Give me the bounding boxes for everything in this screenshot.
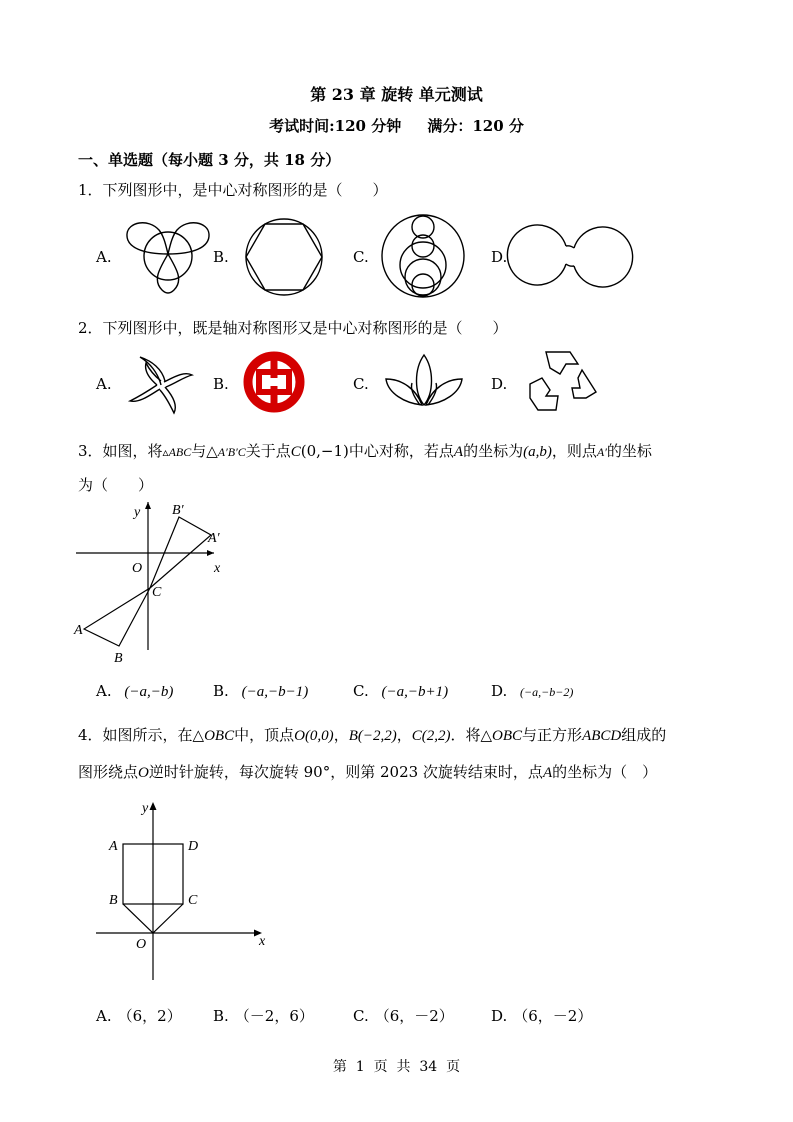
q3-label-a: A xyxy=(74,623,83,638)
q3-label-c: C xyxy=(152,585,162,600)
q3-text-part: 的坐标为 xyxy=(463,442,524,460)
q4-abcd: ABCD xyxy=(582,728,622,744)
q3-x-arrow-icon xyxy=(207,550,214,556)
q1-figure-c-nested-circles xyxy=(380,213,466,299)
q3-option-b-value: (−a,−b−1) xyxy=(241,684,309,700)
q3-label-o: O xyxy=(132,561,143,576)
q4-text-part: 4．如图所示，在△ xyxy=(78,726,205,744)
q4-point-o: O xyxy=(138,765,149,781)
q4-label-x: x xyxy=(259,934,266,949)
q3-label-a-prime: A′ xyxy=(208,531,220,546)
question-3-line1 xyxy=(78,440,652,461)
q3-text-part: 关于点 xyxy=(245,442,291,460)
q4-point-c: C(2,2) xyxy=(411,728,451,744)
q4-option-d-value: （6，－2） xyxy=(513,1007,593,1025)
q1-option-d-label: D. xyxy=(491,248,508,266)
q3-text-part: 与△ xyxy=(191,442,218,460)
q3-point-c: C xyxy=(290,444,301,460)
question-4-line1 xyxy=(78,724,666,745)
q3-point-a: A xyxy=(453,444,464,460)
q4-option-a-label: A. xyxy=(96,1007,112,1025)
q4-coordinate-figure xyxy=(94,798,274,984)
q4-sep: ， xyxy=(396,726,412,744)
q2-figure-b-bank-logo xyxy=(243,351,305,413)
q2-figure-a-pinwheel xyxy=(128,355,194,415)
q4-y-arrow-icon xyxy=(150,802,157,810)
q3-label-b: B xyxy=(114,651,123,666)
q4-option-b[interactable] xyxy=(213,1005,314,1026)
q4-option-a-value: （6，2） xyxy=(117,1007,182,1025)
q4-text-part: 中，顶点 xyxy=(234,726,295,744)
q3-option-d-value: (−a,−b−2) xyxy=(520,685,574,699)
q1-option-c-label: C. xyxy=(353,248,369,266)
question-4-line2 xyxy=(78,761,657,782)
q2-option-c-label: C. xyxy=(353,375,369,393)
q2-option-a-label: A. xyxy=(96,375,112,393)
q3-triangle-abc: ABC xyxy=(168,445,192,459)
q3-coordinate-figure xyxy=(74,500,234,668)
q3-coord-c: (0,−1) xyxy=(300,442,349,460)
q3-option-c[interactable] xyxy=(353,682,448,701)
q4-label-c: C xyxy=(188,893,198,908)
q4-text-part: 图形绕点 xyxy=(78,763,139,781)
q4-point-b: B(−2,2) xyxy=(348,728,397,744)
q1-figure-a-trefoil xyxy=(124,218,214,294)
q4-option-c-label: C. xyxy=(353,1007,369,1025)
q3-option-a[interactable] xyxy=(96,682,173,701)
q4-option-b-label: B. xyxy=(213,1007,229,1025)
q3-label-x: x xyxy=(214,561,221,576)
q3-label-y: y xyxy=(134,505,141,520)
question-1-text: 1．下列图形中，是中心对称图形的是（ ） xyxy=(78,181,388,199)
question-2-text: 2．下列图形中，既是轴对称图形又是中心对称图形的是（ ） xyxy=(78,319,508,337)
q4-label-y: y xyxy=(142,801,149,816)
q4-option-d[interactable] xyxy=(491,1005,592,1026)
q2-figure-d-triangle-symbol xyxy=(524,350,604,416)
q3-option-a-value: (−a,−b) xyxy=(124,684,174,700)
q3-option-a-label: A. xyxy=(96,682,112,700)
q4-option-c-value: （6，－2） xyxy=(374,1007,454,1025)
q3-point-a-prime: A′ xyxy=(596,445,607,459)
q4-text-part: 与正方形 xyxy=(522,726,583,744)
section-heading: 一、单选题（每小题 3 分，共 18 分） xyxy=(78,151,341,169)
q4-point-a: A xyxy=(542,765,553,781)
q3-text-part: 3．如图，将 xyxy=(78,442,163,460)
q3-text-part: ，则点 xyxy=(551,442,597,460)
q3-triangle-symbol: ▵ xyxy=(162,445,169,459)
q4-text-part: 组成的 xyxy=(621,726,667,744)
q3-triangle-a1b1c: A′B′C xyxy=(217,445,246,459)
page-title: 第 23 章 旋转 单元测试 xyxy=(310,85,483,104)
q3-text-part: 中心对称，若点 xyxy=(348,442,454,460)
q4-sep: ， xyxy=(333,726,349,744)
q4-label-b: B xyxy=(109,893,118,908)
q1-figure-b-hexagon-circle xyxy=(244,217,324,297)
q1-option-b-label: B. xyxy=(213,248,229,266)
q4-label-d: D xyxy=(188,839,199,854)
q4-option-a[interactable] xyxy=(96,1005,182,1026)
q3-coord-a: (a,b) xyxy=(523,444,552,460)
q3-option-b-label: B. xyxy=(213,682,229,700)
q4-label-a: A xyxy=(109,839,118,854)
q1-option-a-label: A. xyxy=(96,248,112,266)
q4-text-part: 逆时针旋转，每次旋转 90°，则第 2023 次旋转结束时，点 xyxy=(148,763,543,781)
q3-option-b[interactable] xyxy=(213,682,308,701)
question-3-line2: 为（ ） xyxy=(78,476,154,494)
q4-label-o: O xyxy=(136,937,147,952)
q3-y-arrow-icon xyxy=(145,502,151,509)
q4-option-b-value: （－2，6） xyxy=(234,1007,314,1025)
q4-text-part: ．将△ xyxy=(450,726,493,744)
q3-text-part: 的坐标 xyxy=(606,442,652,460)
q4-obc: OBC xyxy=(204,728,235,744)
page-number: 第 1 页 共 34 页 xyxy=(332,1059,461,1075)
q3-option-c-label: C. xyxy=(353,682,369,700)
q4-point-o: O(0,0) xyxy=(294,728,334,744)
q4-option-c[interactable] xyxy=(353,1005,454,1026)
q2-figure-c-lotus xyxy=(384,353,464,411)
q3-label-b-prime: B′ xyxy=(172,503,184,518)
exam-info: 考试时间:120 分钟 满分：120 分 xyxy=(269,117,524,135)
q2-option-b-label: B. xyxy=(213,375,229,393)
q4-obc: OBC xyxy=(492,728,523,744)
q3-option-d[interactable] xyxy=(491,682,573,700)
q3-option-c-value: (−a,−b+1) xyxy=(381,684,449,700)
q4-text-part: 的坐标为（ ） xyxy=(552,763,658,781)
q1-figure-d-interlocking-rings xyxy=(520,224,620,288)
q4-option-d-label: D. xyxy=(491,1007,508,1025)
q3-option-d-label: D. xyxy=(491,682,508,700)
q2-option-d-label: D. xyxy=(491,375,508,393)
